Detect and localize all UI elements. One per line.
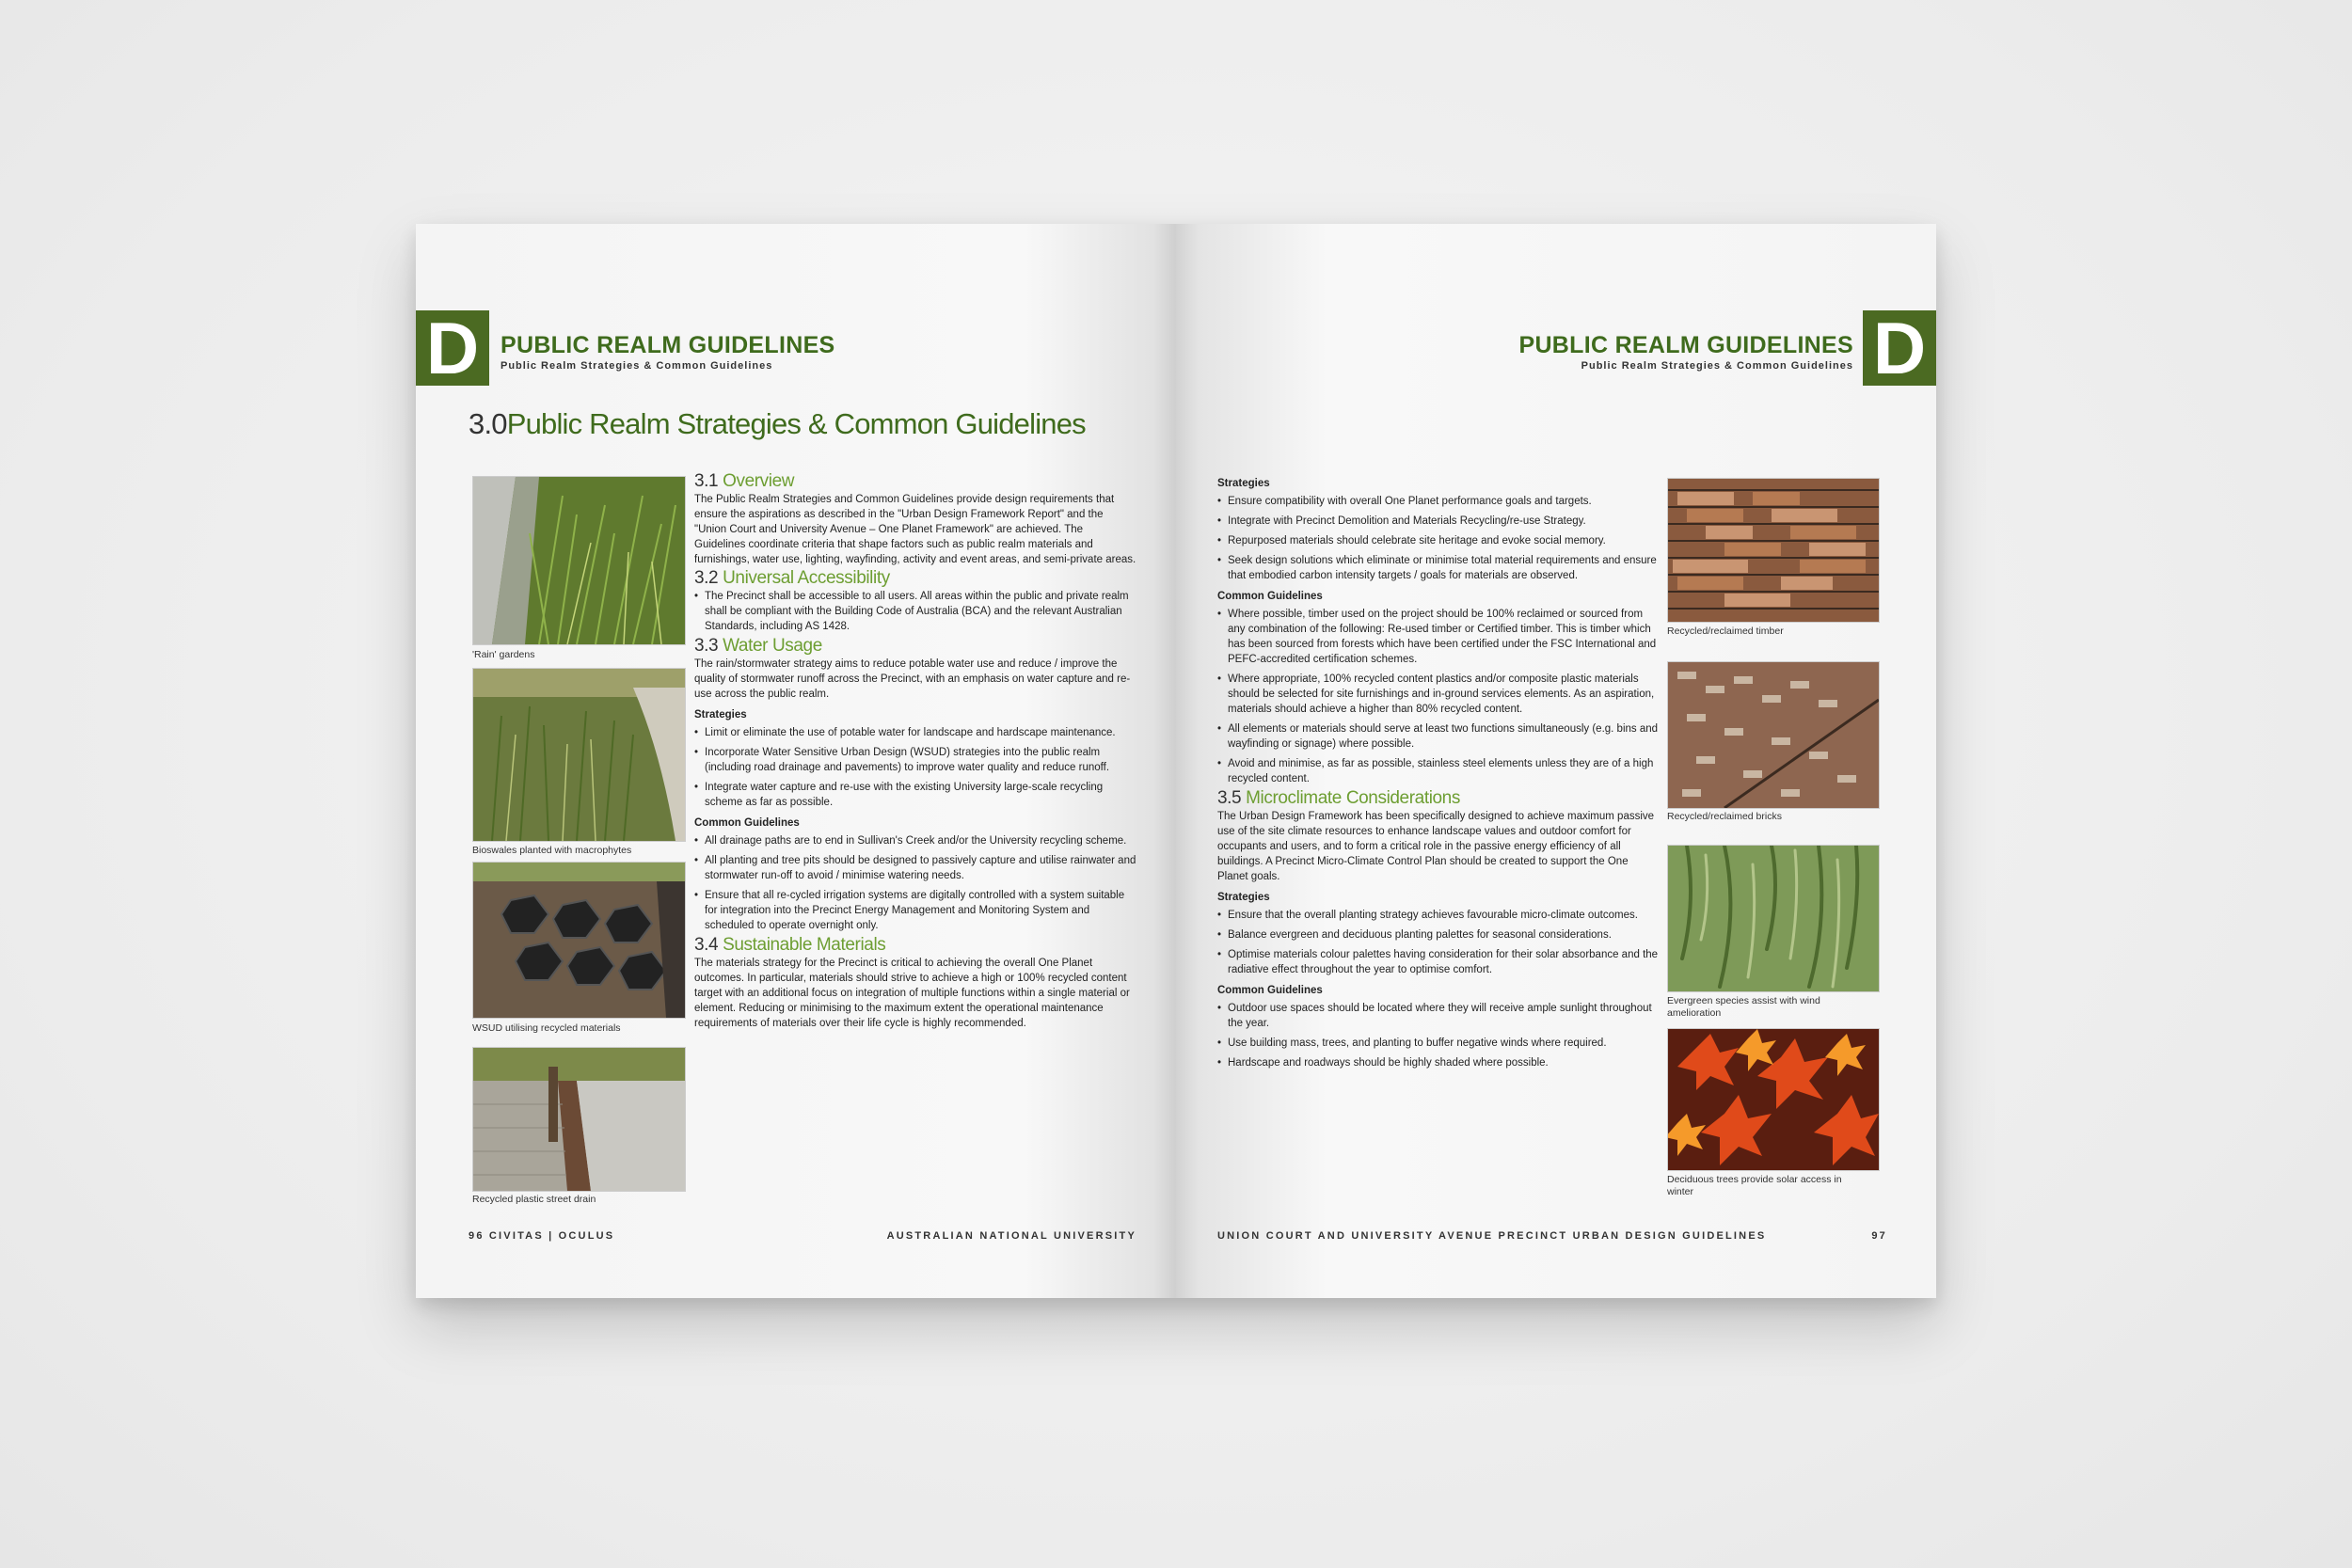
reclaimed-timber-caption: Recycled/reclaimed timber — [1667, 626, 1784, 637]
strategies-heading: Strategies — [694, 709, 747, 721]
list-item: • Where appropriate, 100% recycled content plastics and/or composite plastic materials should be selected for site furnishings and in-ground services elements. As an aspiration, materials should achieve a higher than 80% recycled content. — [1217, 672, 1660, 717]
footer-right: AUSTRALIAN NATIONAL UNIVERSITY — [886, 1230, 1136, 1242]
heading-3-5: 3.5 Microclimate Considerations — [1217, 788, 1460, 808]
wsud-photo — [472, 862, 686, 1019]
deciduous-caption: Deciduous trees provide solar access in winter — [1667, 1174, 1842, 1197]
water-usage-paragraph: The rain/stormwater strategy aims to reduce potable water use and reduce / improve the quality of stormwater runoff across the Precinct, with an emphasis on water capture and re-use across the public realm. — [694, 658, 1131, 700]
section-title: PUBLIC REALM GUIDELINES — [1518, 332, 1853, 358]
list-item: • Integrate with Precinct Demolition and Materials Recycling/re-use Strategy. — [1217, 514, 1660, 529]
list-item: • The Precinct shall be accessible to all users. All areas within the public and private realm shall be compliant with the Building Code of Australia (BCA) and the relevant Australian Standards, including AS 1428. — [694, 589, 1136, 634]
reclaimed-bricks-photo — [1667, 661, 1880, 809]
left-page — [416, 224, 1176, 1298]
reclaimed-timber-photo — [1667, 478, 1880, 623]
heading-3-2: 3.2 Universal Accessibility — [694, 568, 890, 588]
common-guidelines-heading: Common Guidelines — [1217, 985, 1323, 996]
section-subtitle: Public Realm Strategies & Common Guidelines — [1581, 360, 1853, 372]
reclaimed-bricks-caption: Recycled/reclaimed bricks — [1667, 811, 1782, 822]
evergreen-photo — [1667, 845, 1880, 992]
evergreen-caption: Evergreen species assist with wind amelioration — [1667, 995, 1820, 1019]
page-title — [469, 407, 1086, 441]
list-item: • Integrate water capture and re-use with the existing University large-scale recycling scheme as far as possible. — [694, 780, 1136, 810]
footer-left: 96 CIVITAS | OCULUS — [469, 1230, 615, 1242]
list-item: • Seek design solutions which eliminate or minimise total material requirements and ensure that embodied carbon intensity targets / goals for materials are observed. — [1217, 553, 1660, 583]
common-guidelines-heading: Common Guidelines — [1217, 591, 1323, 602]
section-d-badge: D — [416, 310, 489, 386]
list-item: • Ensure that the overall planting strategy achieves favourable micro-climate outcomes. — [1217, 908, 1660, 923]
list-item: • Limit or eliminate the use of potable water for landscape and hardscape maintenance. — [694, 725, 1136, 740]
list-item: • Use building mass, trees, and planting to buffer negative winds where required. — [1217, 1036, 1660, 1051]
right-text-column — [1217, 470, 1660, 1075]
list-item: • Where possible, timber used on the project should be 100% reclaimed or sourced from any combination of the following: Re-used timber or Certified timber. This is timber which has been sourced from forests which have been certified under the FSC International and PEFC-accredited certification schemes. — [1217, 607, 1660, 667]
list-item: • All drainage paths are to end in Sullivan's Creek and/or the University recycling scheme. — [694, 833, 1136, 848]
list-item: • Hardscape and roadways should be highly shaded where possible. — [1217, 1055, 1660, 1070]
list-item: • Repurposed materials should celebrate site heritage and evoke social memory. — [1217, 533, 1660, 548]
microclimate-paragraph: The Urban Design Framework has been specifically designed to achieve maximum passive use of the site climate resources to enhance landscape values and outdoor comfort for occupants and users, and to form a critical role in the passive energy efficiency of all buildings. A Precinct Micro-Climate Control Plan should be created to support the One Planet goals. — [1217, 811, 1655, 882]
strategies-heading: Strategies — [1217, 478, 1270, 489]
rain-garden-photo — [472, 476, 686, 645]
section-subtitle: Public Realm Strategies & Common Guidelines — [501, 360, 773, 372]
list-item: • Optimise materials colour palettes having consideration for their solar absorbance and the radiative effect throughout the year to optimise comfort. — [1217, 947, 1660, 977]
list-item: • All elements or materials should serve at least two functions simultaneously (e.g. bins and wayfinding or signage) where possible. — [1217, 721, 1660, 752]
street-drain-caption: Recycled plastic street drain — [472, 1194, 596, 1205]
list-item: • Avoid and minimise, as far as possible, stainless steel elements unless they are of a high recycled content. — [1217, 756, 1660, 786]
heading-3-1: 3.1 Overview — [694, 471, 795, 491]
list-item: • All planting and tree pits should be designed to passively capture and utilise rainwater and stormwater run-off to avoid / minimise watering needs. — [694, 853, 1136, 883]
list-item: • Ensure that all re-cycled irrigation systems are digitally controlled with a system suitable for integration into the Precinct Energy Management and Monitoring System and scheduled to operate overnight only. — [694, 888, 1136, 933]
right-page — [1176, 224, 1936, 1298]
deciduous-photo — [1667, 1028, 1880, 1171]
wsud-caption: WSUD utilising recycled materials — [472, 1022, 621, 1034]
street-drain-photo — [472, 1047, 686, 1192]
rain-garden-caption: 'Rain' gardens — [472, 649, 535, 660]
list-item: • Ensure compatibility with overall One Planet performance goals and targets. — [1217, 494, 1660, 509]
heading-3-3: 3.3 Water Usage — [694, 636, 822, 656]
overview-paragraph: The Public Realm Strategies and Common Guidelines provide design requirements that ensure the aspirations as described in the "Urban Design Framework Report" and the "Union Court and University Avenue – One Planet Framework" are achieved. The Guidelines coordinate criteria that shape factors such as public realm materials and furnishings, water use, lighting, wayfinding, activity and event areas, and semi-private areas. — [694, 494, 1136, 565]
strategies-heading: Strategies — [1217, 892, 1270, 903]
footer-left: UNION COURT AND UNIVERSITY AVENUE PRECINCT URBAN DESIGN GUIDELINES — [1217, 1230, 1767, 1242]
section-d-badge: D — [1863, 310, 1936, 386]
left-text-column — [694, 470, 1136, 1035]
page-title-number: 3.0 — [469, 407, 507, 440]
brochure-spread — [416, 224, 1936, 1298]
section-title: PUBLIC REALM GUIDELINES — [501, 332, 835, 358]
materials-paragraph: The materials strategy for the Precinct is critical to achieving the overall One Planet outcomes. In particular, materials should strive to achieve a high or 100% recycled content target with an additional focus on integration of multiple functions within a single material or element. Reducing or minimising to the maximum extent the operational maintenance requirements of materials over their life cycle is highly recommended. — [694, 958, 1130, 1029]
bioswale-caption: Bioswales planted with macrophytes — [472, 845, 632, 856]
footer-right: 97 — [1871, 1230, 1887, 1242]
page-title-text: Public Realm Strategies & Common Guidelines — [506, 407, 1086, 440]
bioswale-photo — [472, 668, 686, 842]
list-item: • Incorporate Water Sensitive Urban Design (WSUD) strategies into the public realm (including road drainage and pavements) to improve water quality and reduce runoff. — [694, 745, 1136, 775]
list-item: • Outdoor use spaces should be located where they will receive ample sunlight throughout the year. — [1217, 1001, 1660, 1031]
list-item: • Balance evergreen and deciduous planting palettes for seasonal considerations. — [1217, 927, 1660, 942]
heading-3-4: 3.4 Sustainable Materials — [694, 935, 886, 955]
common-guidelines-heading: Common Guidelines — [694, 817, 800, 829]
